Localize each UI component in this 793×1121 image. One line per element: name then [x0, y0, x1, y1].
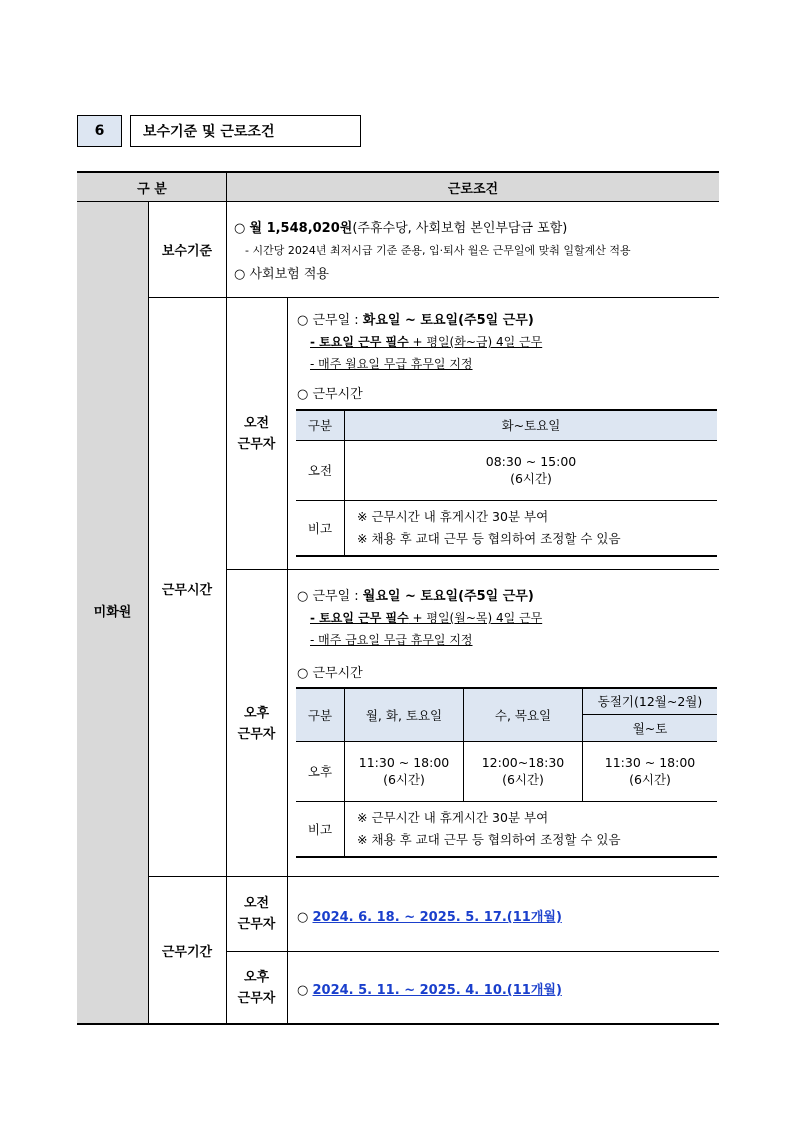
- col-divider-1: [148, 202, 149, 1024]
- morning-note-1: ※ 근무시간 내 휴게시간 30분 부여: [357, 508, 549, 524]
- morning-table-notes: [345, 500, 718, 556]
- afternoon-table-note-label: 비고: [296, 801, 345, 857]
- afternoon-table-row-label: 오후: [296, 741, 345, 801]
- afternoon-table-col2: 수, 목요일: [464, 688, 583, 741]
- table-bottom-border: [77, 1023, 719, 1025]
- period-morning-dates: 2024. 6. 18. ~ 2025. 5. 17.(11개월): [312, 910, 562, 925]
- afternoon-weekday-count: + 평일(월~목) 4일 근무: [408, 611, 543, 625]
- afternoon-hours-title: ○ 근무시간: [297, 666, 363, 681]
- row-divider-salary: [148, 297, 719, 298]
- afternoon-duration-3: (6시간): [629, 771, 671, 787]
- afternoon-time-1: 11:30 ~ 18:00: [358, 754, 450, 770]
- morning-weekday-count: + 평일(화~금) 4일 근무: [408, 335, 543, 349]
- morning-table-note-label: 비고: [296, 500, 345, 556]
- period-afternoon-label: [226, 952, 287, 1023]
- morning-shift-label: [226, 410, 287, 458]
- period-afternoon-bullet: ○: [297, 983, 313, 998]
- work-hours-label: 근무시간: [161, 582, 213, 598]
- period-afternoon: [297, 979, 562, 998]
- morning-time: 08:30 ~ 15:00: [485, 453, 577, 469]
- table-row: [296, 440, 717, 500]
- table-row: [296, 801, 717, 857]
- period-morning-label-2: 근무자: [237, 917, 276, 932]
- section-title: 보수기준 및 근로조건: [130, 115, 361, 147]
- table-top-border: [77, 171, 719, 173]
- salary-line1: [234, 217, 567, 236]
- afternoon-saturday-required: - 토요일 근무 필수: [310, 611, 409, 625]
- afternoon-table-col3-top: 동절기(12월~2월): [583, 688, 718, 714]
- salary-amount-note: (주휴수당, 사회보험 본인부담금 포함): [352, 221, 568, 236]
- col-divider-3: [287, 297, 288, 1024]
- table-row: [296, 500, 717, 556]
- afternoon-note-2: ※ 채용 후 교대 근무 등 협의하여 조정할 수 있음: [357, 831, 621, 847]
- section-number: 6: [77, 115, 122, 147]
- table-row: [296, 741, 717, 801]
- work-period-label: 근무기간: [161, 944, 213, 960]
- afternoon-time-3: 11:30 ~ 18:00: [604, 754, 696, 770]
- morning-duration: (6시간): [510, 470, 552, 486]
- afternoon-table-col-header: 구분: [296, 688, 345, 741]
- afternoon-label-2: 근무자: [237, 727, 276, 742]
- salary-bullet: ○: [234, 221, 250, 236]
- morning-table-col-header: 구분: [296, 410, 345, 440]
- period-morning: [297, 906, 562, 925]
- afternoon-shift-label: [226, 700, 287, 748]
- salary-label: 보수기준: [161, 244, 213, 259]
- table-row: [296, 410, 717, 440]
- salary-line2: - 시간당 2024년 최저시급 기준 준용, 입·퇴사 월은 근무일에 맞춰 일할계산 적용: [245, 244, 631, 257]
- morning-table-day-header: 화~토요일: [345, 410, 718, 440]
- afternoon-time-cell-2: [464, 741, 583, 801]
- afternoon-workdays: [297, 585, 534, 604]
- morning-label-1: 오전: [243, 416, 270, 431]
- morning-label-2: 근무자: [237, 437, 276, 452]
- afternoon-time-cell-1: [345, 741, 464, 801]
- morning-saturday-required: - 토요일 근무 필수: [310, 335, 409, 349]
- afternoon-table-col1: 월, 화, 토요일: [345, 688, 464, 741]
- morning-workdays: [297, 309, 534, 328]
- afternoon-duration-1: (6시간): [383, 771, 425, 787]
- afternoon-requirement: [310, 609, 542, 626]
- morning-workdays-range: 화요일 ~ 토요일(주5일 근무): [362, 313, 534, 328]
- afternoon-note-1: ※ 근무시간 내 휴게시간 30분 부여: [357, 809, 549, 825]
- period-morning-bullet: ○: [297, 910, 313, 925]
- afternoon-time-2: 12:00~18:30: [481, 754, 565, 770]
- morning-hours-table: [296, 409, 717, 557]
- afternoon-table-notes: [345, 801, 718, 857]
- period-morning-label-1: 오전: [243, 896, 270, 911]
- morning-note-2: ※ 채용 후 교대 근무 등 협의하여 조정할 수 있음: [357, 530, 621, 546]
- salary-line3: ○ 사회보험 적용: [234, 267, 329, 282]
- afternoon-rest-day: - 매주 금요일 무급 휴무일 지정: [310, 633, 473, 647]
- afternoon-duration-2: (6시간): [502, 771, 544, 787]
- morning-hours-title: ○ 근무시간: [297, 387, 363, 402]
- header-category: 구 분: [137, 181, 167, 197]
- afternoon-workdays-range: 월요일 ~ 토요일(주5일 근무): [362, 589, 534, 604]
- morning-requirement: [310, 333, 542, 350]
- afternoon-table-col3-sub: 월~토: [583, 714, 718, 741]
- morning-table-time-cell: [345, 440, 718, 500]
- table-row: [296, 688, 717, 714]
- period-afternoon-dates: 2024. 5. 11. ~ 2025. 4. 10.(11개월): [312, 983, 562, 998]
- row-divider-period: [226, 951, 719, 952]
- morning-workdays-prefix: ○ 근무일 :: [297, 313, 363, 328]
- period-afternoon-label-2: 근무자: [237, 990, 276, 1006]
- morning-rest-day: - 매주 월요일 무급 휴무일 지정: [310, 357, 473, 371]
- afternoon-label-1: 오후: [243, 706, 270, 721]
- salary-amount: 월 1,548,020원: [249, 221, 353, 236]
- header-conditions: 근로조건: [447, 181, 499, 197]
- morning-table-row-label: 오전: [296, 440, 345, 500]
- row-divider-shift: [226, 569, 719, 570]
- afternoon-hours-table: [296, 687, 717, 858]
- period-afternoon-label-1: 오후: [243, 969, 270, 985]
- afternoon-workdays-prefix: ○ 근무일 :: [297, 589, 363, 604]
- afternoon-time-cell-3: [583, 741, 718, 801]
- job-title: 미화원: [93, 604, 132, 620]
- period-morning-label: [226, 877, 287, 951]
